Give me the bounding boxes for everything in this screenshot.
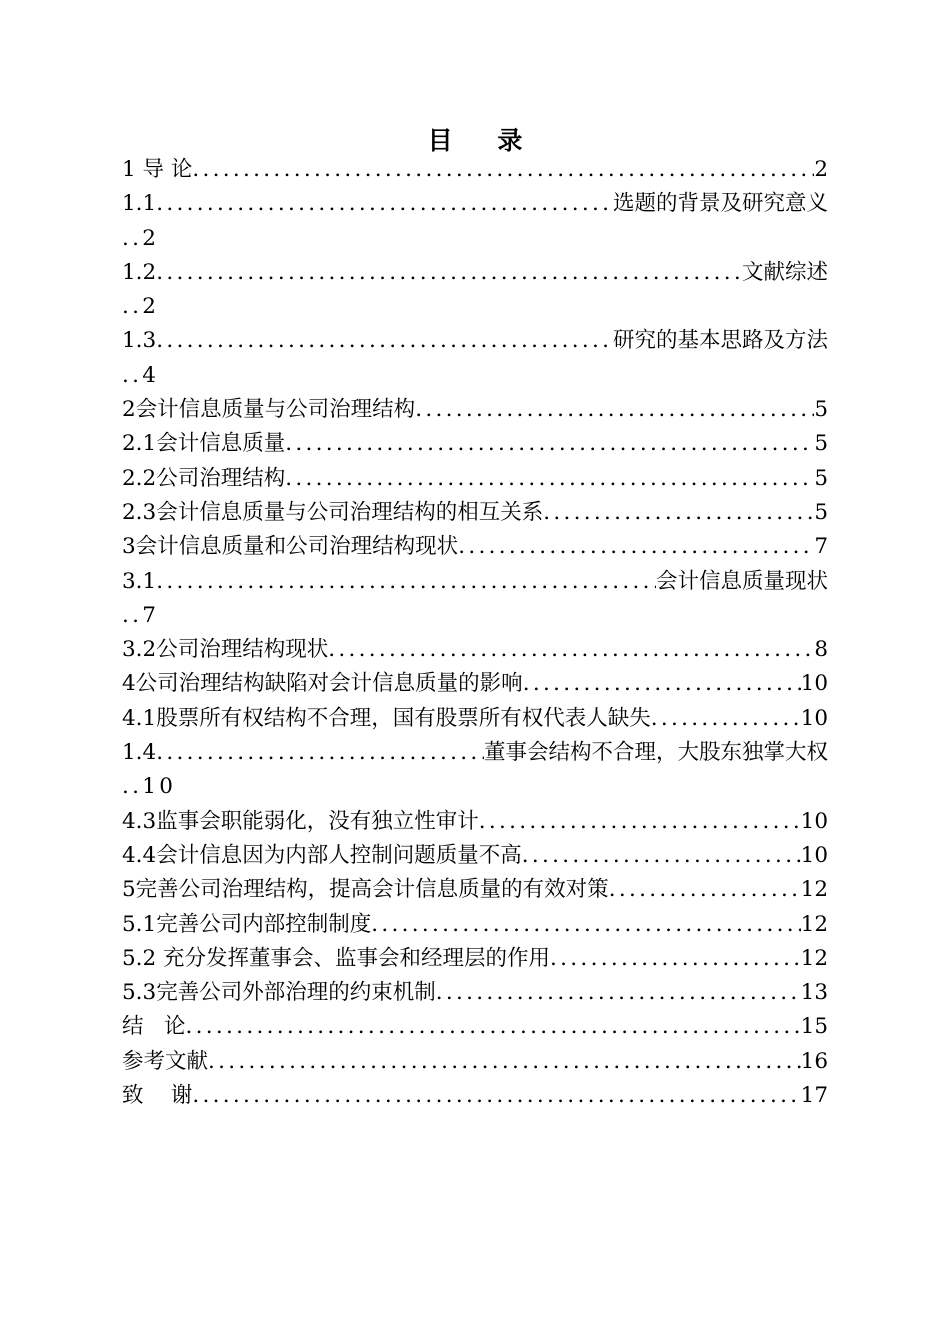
toc-entry-page: 12	[800, 911, 828, 937]
toc-leader	[609, 873, 801, 907]
toc-leader	[522, 839, 801, 873]
toc-entry-label: 5.3完善公司外部治理的约束机制	[122, 980, 436, 1006]
toc-entry-label: 4.1股票所有权结构不合理，国有股票所有权代表人缺失	[122, 705, 651, 731]
toc-entry-label: 2.3会计信息质量与公司治理结构的相互关系	[122, 499, 544, 525]
toc-entry-wrap	[122, 222, 828, 256]
toc-entry-title: 会计信息质量现状	[655, 568, 828, 594]
toc-leader	[156, 324, 613, 358]
toc-entry-label: 1.2	[122, 259, 157, 285]
toc-entry-page: 17	[800, 1083, 828, 1109]
toc-entry-page: ..10	[122, 774, 177, 800]
toc-entry-label: 2.1会计信息质量	[122, 431, 286, 457]
toc-entry-page: 12	[800, 945, 828, 971]
toc-entry-label: 3.2公司治理结构现状	[122, 637, 329, 663]
toc-entry-wrap	[122, 290, 828, 324]
toc-entry-label: 1.4	[122, 740, 157, 766]
toc-entry[interactable]	[122, 462, 828, 496]
toc-entry-page: 5	[814, 499, 828, 525]
toc-entry-label: 参考文献	[122, 1048, 209, 1074]
toc-entry[interactable]	[122, 530, 828, 564]
toc-entry-title: 董事会结构不合理，大股东独掌大权	[483, 740, 828, 766]
table-of-contents	[122, 153, 828, 1113]
toc-entry-label: 1 导 论	[122, 157, 193, 182]
toc-leader	[479, 805, 801, 839]
toc-leader	[371, 908, 800, 942]
toc-entry[interactable]	[122, 633, 828, 667]
toc-entry[interactable]	[122, 187, 828, 221]
toc-entry-page: 10	[800, 671, 828, 697]
toc-entry-page: 10	[800, 842, 828, 868]
toc-leader	[285, 462, 814, 496]
toc-entry[interactable]	[122, 1079, 828, 1113]
toc-entry-title: 文献综述	[741, 259, 828, 285]
toc-entry[interactable]	[122, 942, 828, 976]
toc-entry-page: 15	[800, 1014, 828, 1040]
toc-entry[interactable]	[122, 702, 828, 736]
toc-entry-page: ..4	[122, 362, 160, 388]
toc-leader	[523, 667, 801, 701]
toc-entry[interactable]	[122, 667, 828, 701]
toc-entry-label: 2会计信息质量与公司治理结构	[122, 397, 416, 423]
toc-leader	[328, 633, 814, 667]
toc-entry-page: ..2	[122, 225, 160, 251]
toc-entry-page: 5	[814, 431, 828, 457]
toc-leader	[208, 1045, 801, 1079]
toc-entry-label: 5完善公司治理结构，提高会计信息质量的有效对策	[122, 877, 609, 903]
toc-entry-page: 7	[814, 534, 828, 560]
toc-entry-label: 5.2 充分发挥董事会、监事会和经理层的作用	[122, 945, 551, 971]
toc-entry-wrap	[122, 770, 828, 804]
toc-entry-label: 4.3监事会职能弱化，没有独立性审计	[122, 808, 479, 834]
toc-entry-page: 10	[800, 808, 828, 834]
toc-entry-label: 3.1	[122, 568, 157, 594]
toc-leader	[415, 393, 814, 427]
toc-leader	[543, 496, 814, 530]
toc-entry[interactable]	[122, 1010, 828, 1044]
toc-leader	[156, 736, 484, 770]
toc-entry-page: 13	[800, 980, 828, 1006]
toc-leader	[156, 187, 613, 221]
toc-entry-label: 致 谢	[122, 1083, 193, 1109]
toc-entry-label: 2.2公司治理结构	[122, 465, 286, 491]
toc-entry-label: 3会计信息质量和公司治理结构现状	[122, 534, 459, 560]
toc-entry-page: ..7	[122, 602, 160, 628]
toc-entry-page: 16	[800, 1048, 828, 1074]
toc-leader	[192, 153, 814, 187]
toc-entry-wrap	[122, 359, 828, 393]
toc-leader	[156, 565, 656, 599]
toc-leader	[458, 530, 814, 564]
toc-leader	[156, 256, 742, 290]
toc-entry-page: 2	[814, 157, 828, 182]
toc-leader	[651, 702, 801, 736]
toc-entry-label: 5.1完善公司内部控制制度	[122, 911, 372, 937]
toc-entry[interactable]	[122, 1045, 828, 1079]
toc-entry[interactable]	[122, 839, 828, 873]
toc-entry[interactable]	[122, 256, 828, 290]
toc-entry[interactable]	[122, 976, 828, 1010]
toc-entry[interactable]	[122, 427, 828, 461]
toc-entry-page: 5	[814, 397, 828, 423]
toc-entry-label: 1.3	[122, 328, 157, 354]
toc-entry-label: 1.1	[122, 191, 157, 217]
toc-entry-label: 4公司治理结构缺陷对会计信息质量的影响	[122, 671, 523, 697]
toc-entry[interactable]	[122, 736, 828, 770]
toc-entry[interactable]	[122, 393, 828, 427]
toc-entry[interactable]	[122, 873, 828, 907]
toc-entry-title: 研究的基本思路及方法	[612, 328, 828, 354]
toc-leader	[186, 1010, 801, 1044]
toc-leader	[285, 427, 814, 461]
toc-entry[interactable]	[122, 324, 828, 358]
toc-entry[interactable]	[122, 908, 828, 942]
toc-entry-page: 5	[814, 465, 828, 491]
toc-title: 目 录	[427, 126, 541, 155]
toc-entry[interactable]	[122, 496, 828, 530]
toc-entry-label: 4.4会计信息因为内部人控制问题质量不高	[122, 842, 522, 868]
toc-entry-page: ..2	[122, 294, 160, 320]
toc-entry-page: 12	[800, 877, 828, 903]
toc-entry-page: 10	[800, 705, 828, 731]
toc-entry-title: 选题的背景及研究意义	[612, 191, 828, 217]
toc-entry[interactable]	[122, 565, 828, 599]
toc-leader	[550, 942, 801, 976]
toc-entry-page: 8	[814, 637, 828, 663]
toc-entry[interactable]	[122, 153, 828, 187]
toc-leader	[436, 976, 801, 1010]
toc-entry[interactable]	[122, 805, 828, 839]
toc-entry-wrap	[122, 599, 828, 633]
toc-leader	[192, 1079, 800, 1113]
toc-entry-label: 结 论	[122, 1014, 186, 1040]
